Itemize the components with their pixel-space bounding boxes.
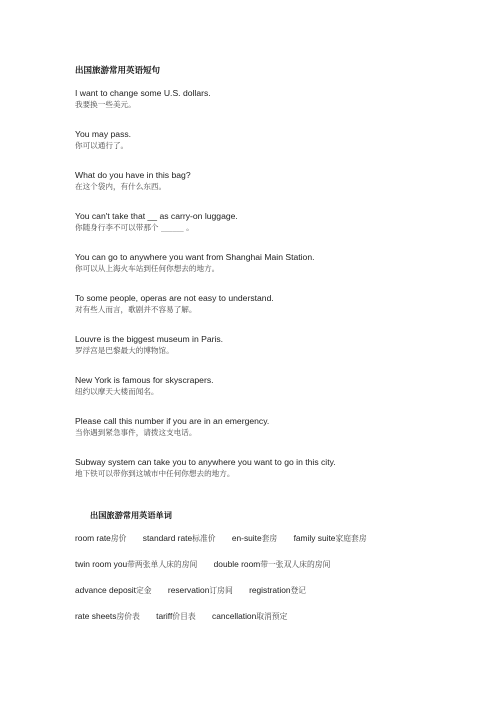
vocab-word: advance deposit (75, 585, 136, 595)
vocab-line (75, 585, 485, 611)
phrase-item (75, 375, 475, 416)
phrase-chinese: 对有些人而言，歌剧并不容易了解。 (75, 305, 197, 314)
vocab-word: family suite (293, 533, 336, 543)
vocab-meaning: 标准价 (192, 534, 216, 543)
phrase-chinese: 你可以从上海火车站到任何你想去的地方。 (75, 264, 220, 273)
phrase-english: To some people, operas are not easy to understand. (75, 293, 274, 303)
vocab-word: room rate (75, 533, 111, 543)
phrase-chinese: 纽约以摩天大楼而闻名。 (75, 387, 159, 396)
phrase-item (75, 88, 475, 129)
vocab-meaning: 房价 (110, 534, 127, 543)
vocab-word: twin room you (75, 559, 128, 569)
vocab-term (294, 533, 367, 544)
phrase-item (75, 170, 475, 211)
phrase-english: Louvre is the biggest museum in Paris. (75, 334, 224, 344)
phrase-chinese: 地下铁可以带你到这城市中任何你想去的地方。 (75, 469, 235, 478)
vocab-term (75, 585, 152, 596)
vocab-term (75, 559, 197, 570)
phrase-item (75, 252, 475, 293)
phrase-chinese: 当你遇到紧急事件，请拨这支电话。 (75, 428, 197, 437)
vocab-term (156, 611, 196, 622)
document-title: 出国旅游常用英语短句 (75, 66, 161, 76)
phrase-chinese: 在这个袋内，有什么东西。 (75, 182, 167, 191)
vocab-meaning: 定金 (136, 586, 152, 595)
vocab-line (75, 533, 485, 559)
phrase-item (75, 129, 475, 170)
vocab-term (75, 533, 126, 544)
vocab-term (75, 611, 140, 622)
vocab-section-title: 出国旅游常用英语单词 (90, 510, 172, 520)
phrase-item (75, 416, 475, 457)
vocab-line (75, 611, 485, 637)
phrase-chinese: 罗浮宫是巴黎最大的博物馆。 (75, 346, 174, 355)
vocab-meaning: 取消预定 (256, 612, 288, 621)
vocab-meaning: 登记 (290, 586, 307, 595)
phrase-english: New York is famous for skyscrapers. (75, 375, 214, 385)
vocab-line (75, 559, 485, 585)
vocab-meaning: 带一张双人床的房间 (260, 560, 331, 569)
phrase-english: What do you have in this bag? (75, 170, 191, 180)
vocab-term (143, 533, 216, 544)
vocab-meaning: 房价表 (116, 612, 140, 621)
phrase-english: You may pass. (75, 129, 132, 139)
vocab-meaning: 套房 (261, 534, 278, 543)
vocab-term (212, 611, 287, 622)
vocab-word: tariff (156, 611, 173, 621)
phrase-english: You can't take that __ as carry-on luggage. (75, 211, 238, 221)
vocab-meaning: 订房间 (209, 586, 233, 595)
phrase-item (75, 211, 475, 252)
vocab-word: double room (213, 559, 261, 569)
vocab-meaning: 价目表 (172, 612, 196, 621)
phrase-chinese: 我要换一些美元。 (75, 100, 136, 109)
vocab-meaning: 带两张单人床的房间 (127, 560, 198, 569)
vocab-meaning: 家庭套房 (335, 534, 367, 543)
phrase-list (75, 88, 475, 498)
vocab-word: en-suite (231, 533, 262, 543)
vocab-word: cancellation (212, 611, 257, 621)
phrase-item (75, 293, 475, 334)
phrase-english: You can go to anywhere you want from Shanghai Main Station. (75, 252, 315, 262)
vocab-word: reservation (167, 585, 210, 595)
phrase-item (75, 457, 475, 498)
vocab-term (249, 585, 306, 596)
vocab-word: standard rate (142, 533, 193, 543)
vocab-term (232, 533, 277, 544)
phrase-english: Subway system can take you to anywhere you want to go in this city. (75, 457, 336, 467)
phrase-item (75, 334, 475, 375)
phrase-english: I want to change some U.S. dollars. (75, 88, 211, 98)
phrase-chinese: 你可以通行了。 (75, 141, 129, 150)
vocab-list (75, 533, 485, 637)
phrase-chinese: 你随身行李不可以带那个 ______ 。 (75, 223, 194, 232)
vocab-word: rate sheets (75, 611, 117, 621)
vocab-word: registration (249, 585, 291, 595)
vocab-term (214, 559, 331, 570)
vocab-term (168, 585, 233, 596)
phrase-english: Please call this number if you are in an emergency. (75, 416, 270, 426)
